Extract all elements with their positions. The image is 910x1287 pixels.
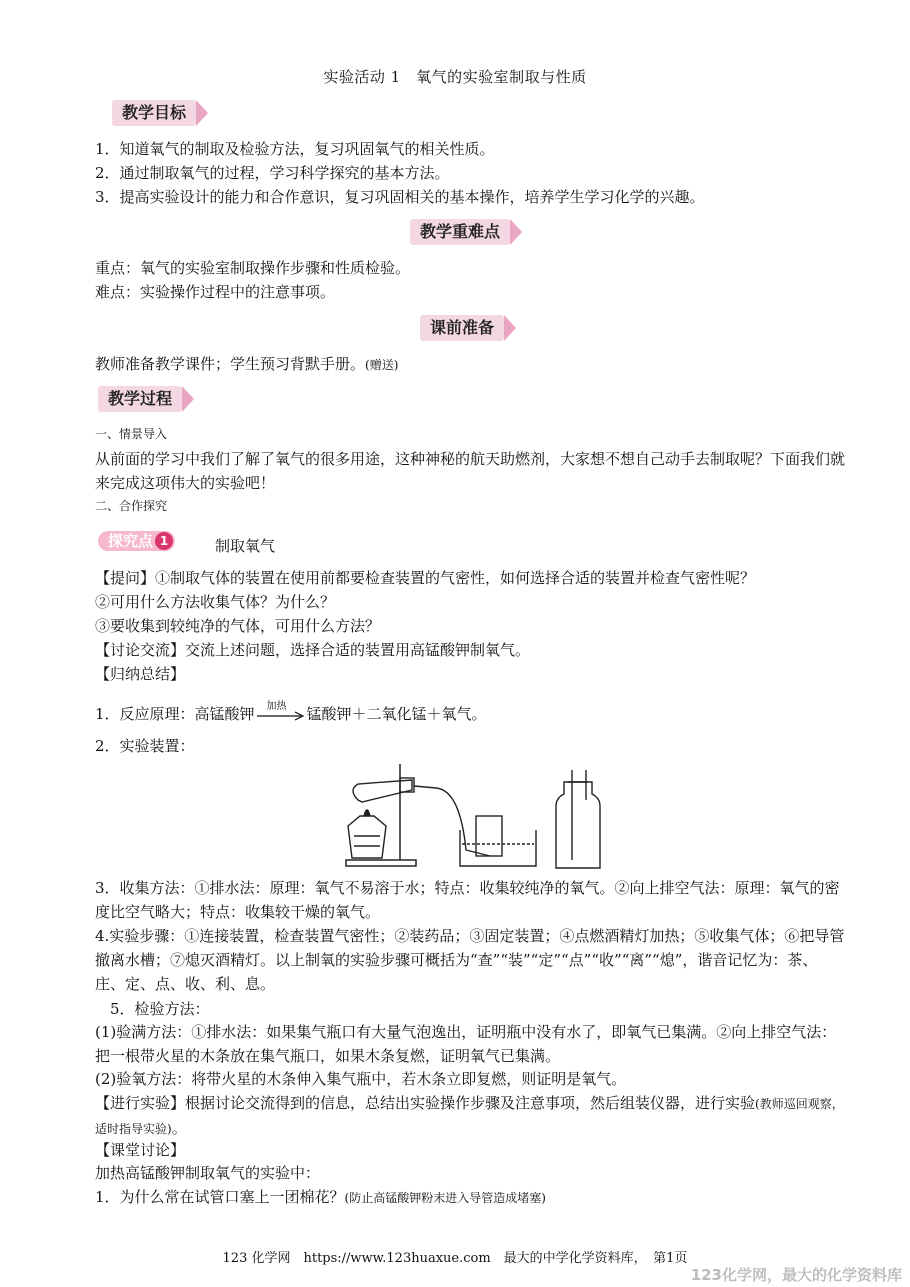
- intro-text: 从前面的学习中我们了解了氧气的很多用途，这种神秘的航天助燃剂，大家想不想自己动手去制取呢？下面我们就来完成这项伟大的实验吧！: [95, 450, 846, 492]
- reaction-condition: 加热: [266, 701, 287, 712]
- goal-item: 2．通过制取氧气的过程，学习科学探究的基本方法。: [95, 164, 450, 182]
- question-3: ③要收集到较纯净的气体，可用什么方法？: [95, 617, 381, 635]
- goal-item: 3．提高实验设计的能力和合作意识，复习巩固相关的基本操作，培养学生学习化学的兴趣。: [95, 188, 705, 206]
- section-badge-prep: 课前准备: [420, 315, 504, 341]
- test-method-heading: 5．检验方法：: [110, 1000, 210, 1018]
- page-title: 实验活动 1 氧气的实验室制取与性质: [323, 68, 587, 86]
- section-badge-process: 教学过程: [98, 386, 182, 412]
- question-1: 【提问】①制取气体的装置在使用前都要检查装置的气密性，如何选择合适的装置并检查气密性呢？: [95, 569, 756, 587]
- full-test-method: (1)验满方法：①排水法：如果集气瓶口有大量气泡逸出，证明瓶中没有水了，即氧气已集满。②向上排空气法：把一根带火星的木条放在集气瓶口，如果木条复燃，证明氧气已集满。: [95, 1023, 837, 1065]
- water-trough: [460, 816, 536, 866]
- page-footer: 123 化学网 https://www.123huaxue.com 最大的中学化学资料库， 第1页: [222, 1251, 688, 1266]
- collection-method: 3．收集方法：①排水法：原理：氧气不易溶于水；特点：收集较纯净的氧气。②向上排空气法：原理：氧气的密度比空气略大；特点：收集较干燥的氧气。: [95, 879, 840, 921]
- difficult-point: 难点：实验操作过程中的注意事项。: [95, 283, 336, 301]
- tanjiu-number: 1: [155, 532, 173, 550]
- discussion-answer-1: (防止高锰酸钾粉末进入导管造成堵塞): [344, 1191, 546, 1205]
- tanjiu-badge: 探究点 1: [98, 531, 175, 551]
- section-badge-key-points: 教学重难点: [410, 219, 510, 245]
- apparatus-diagram: [340, 760, 610, 872]
- section-badge-goals: 教学目标: [112, 100, 196, 126]
- iron-stand: [346, 764, 416, 866]
- key-point: 重点：氧气的实验室制取操作步骤和性质检验。: [95, 259, 411, 277]
- class-discussion-heading: 【课堂讨论】: [95, 1141, 186, 1159]
- watermark: 123化学网，最大的化学资料库: [690, 1266, 902, 1284]
- intro-heading: 一、情景导入: [95, 427, 168, 441]
- reaction-arrow: [255, 701, 307, 722]
- class-discussion-intro: 加热高锰酸钾制取氧气的实验中：: [95, 1164, 321, 1182]
- coop-heading: 二、合作探究: [95, 499, 168, 513]
- question-2: ②可用什么方法收集气体？为什么？: [95, 593, 336, 611]
- prep-text: 教师准备教学课件；学生预习背默手册。(赠送): [95, 355, 399, 373]
- gas-collecting-bottle: [556, 770, 600, 868]
- reaction-principle: 1．反应原理：高锰酸钾 加热 锰酸钾＋二氧化锰＋氧气。: [95, 703, 487, 725]
- discuss-text: 【讨论交流】交流上述问题，选择合适的装置用高锰酸钾制氧气。: [95, 641, 531, 659]
- discussion-question-1: 1．为什么常在试管口塞上一团棉花？(防止高锰酸钾粉末进入导管造成堵塞): [95, 1188, 546, 1206]
- alcohol-lamp: [348, 810, 386, 858]
- apparatus-label: 2．实验装置：: [95, 737, 195, 755]
- prep-note: (赠送): [365, 358, 399, 372]
- oxygen-test-method: (2)验氧方法：将带火星的木条伸入集气瓶中，若木条立即复燃，则证明是氧气。: [95, 1070, 627, 1088]
- summary-heading: 【归纳总结】: [95, 665, 186, 683]
- experiment-note: (教师巡回观察，适时指导实验): [95, 1097, 844, 1136]
- tanjiu-title: 制取氧气: [215, 537, 276, 555]
- experiment-steps: 4.实验步骤：①连接装置，检查装置气密性；②装药品；③固定装置；④点燃酒精灯加热；⑤收集气体；⑥把导管撤离水槽；⑦熄灭酒精灯。以上制氧的实验步骤可概括为“查”“装”“定”“点”“收”“离”“熄”，谐音记忆为：茶、庄、定、点、收、利、息。: [95, 927, 845, 993]
- experiment-text: 【进行实验】根据讨论交流得到的信息，总结出实验操作步骤及注意事项，然后组装仪器，进行实验(教师巡回观察，适时指导实验)。: [95, 1094, 844, 1137]
- goal-item: 1．知道氧气的制取及检验方法，复习巩固氧气的相关性质。: [95, 140, 495, 158]
